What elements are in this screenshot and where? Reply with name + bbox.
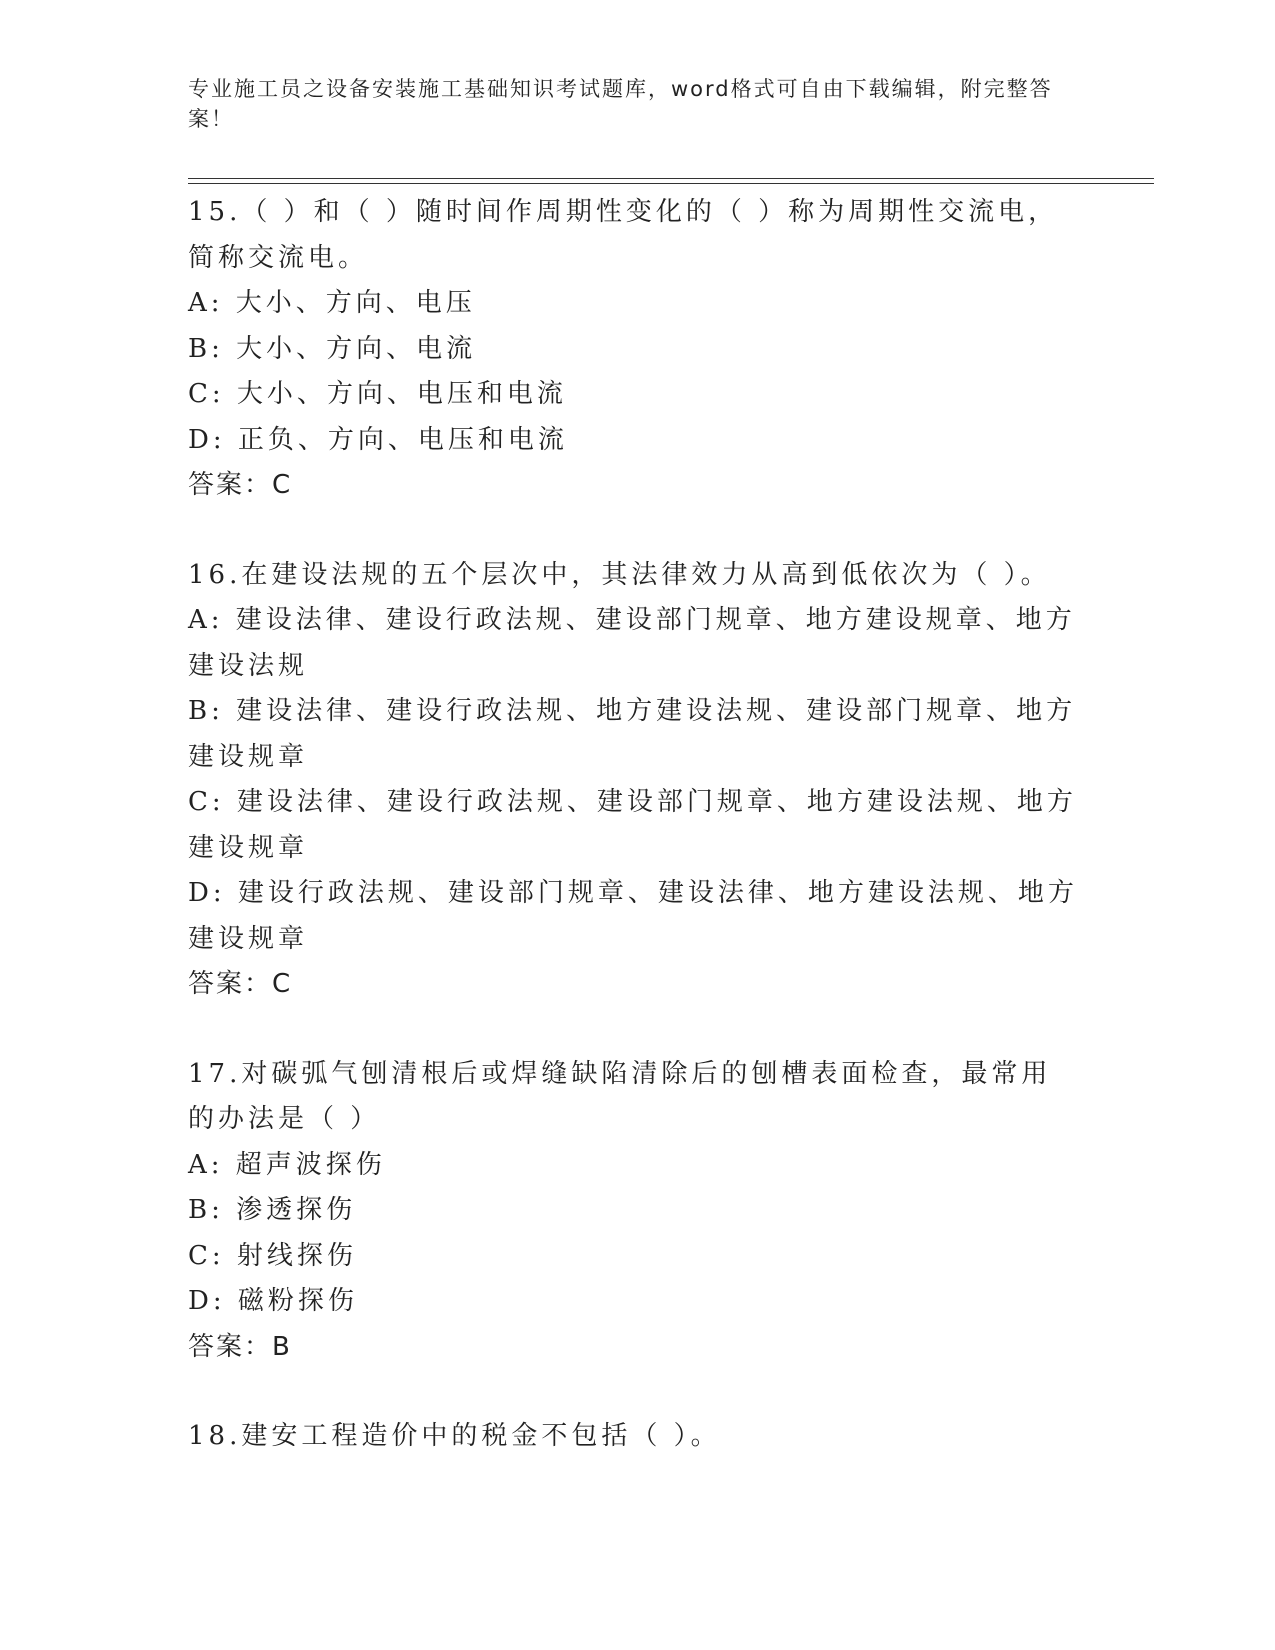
- question-stem: 18.建安工程造价中的税金不包括（ ）。: [188, 1421, 721, 1451]
- answer: 答案：C: [188, 969, 293, 999]
- option-b: B: 大小、方向、电流: [188, 333, 477, 364]
- option-a: A: 建设法律、建设行政法规、建设部门规章、地方建设规章、地方建设法规: [188, 605, 1076, 681]
- question-stem: 15.（ ）和（ ）随时间作周期性变化的（ ）称为周期性交流电，简称交流电。: [188, 197, 1059, 273]
- answer: 答案：B: [188, 1331, 292, 1362]
- option-b: B: 建设法律、建设行政法规、地方建设法规、建设部门规章、地方建设规章: [188, 696, 1077, 772]
- option-d: D: 磁粉探伤: [188, 1286, 358, 1316]
- option-c: C: 建设法律、建设行政法规、建设部门规章、地方建设法规、地方建设规章: [188, 787, 1077, 863]
- question-18: [188, 1414, 1078, 1460]
- question-list: [188, 190, 1078, 1504]
- question-16: [188, 553, 1078, 1008]
- option-c: C: 射线探伤: [188, 1240, 357, 1271]
- header-divider-bottom: [188, 183, 1154, 184]
- question-stem: 17.对碳弧气刨清根后或焊缝缺陷清除后的刨槽表面检查，最常用的办法是（ ）: [188, 1058, 1052, 1134]
- option-a: A: 超声波探伤: [188, 1149, 386, 1180]
- question-17: [188, 1052, 1078, 1371]
- question-stem: 16.在建设法规的五个层次中，其法律效力从高到低依次为（ ）。: [188, 559, 1051, 590]
- question-15: [188, 190, 1078, 509]
- header-divider-top: [188, 178, 1154, 179]
- option-d: D: 正负、方向、电压和电流: [188, 424, 568, 455]
- answer: 答案：C: [188, 470, 293, 500]
- document-header: 专业施工员之设备安装施工基础知识考试题库，word格式可自由下载编辑，附完整答案！: [188, 77, 1053, 131]
- option-a: A: 大小、方向、电压: [188, 288, 476, 318]
- option-d: D: 建设行政法规、建设部门规章、建设法律、地方建设法规、地方建设规章: [188, 878, 1078, 954]
- option-c: C: 大小、方向、电压和电流: [188, 379, 567, 409]
- option-b: B: 渗透探伤: [188, 1195, 357, 1225]
